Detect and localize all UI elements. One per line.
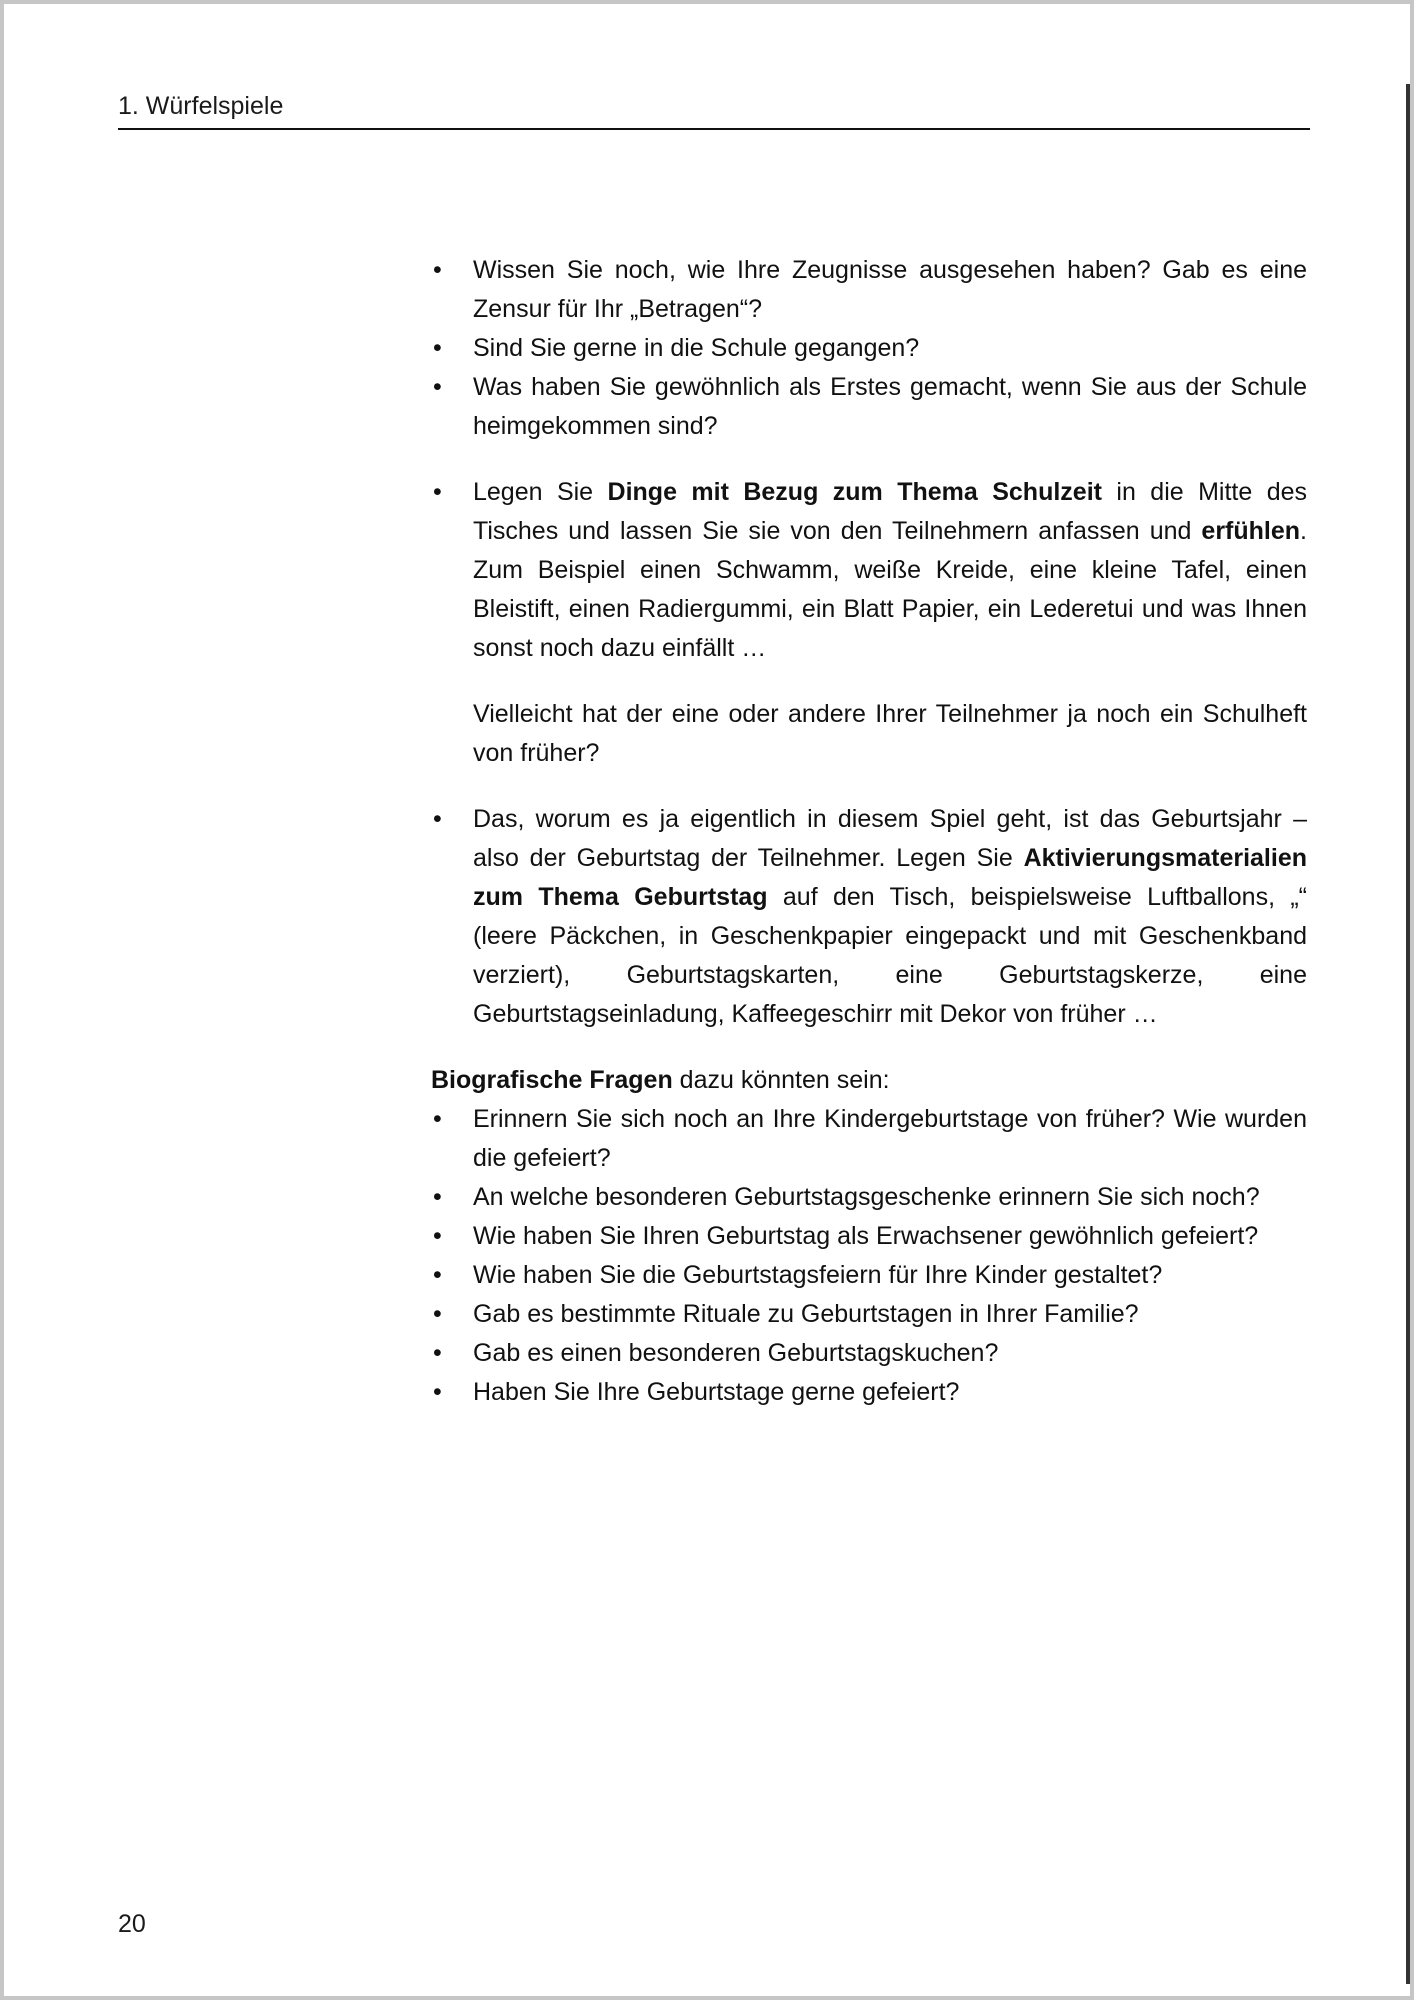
bold-run: Dinge mit Bezug zum Thema Schulzeit: [607, 478, 1102, 506]
text-run: in die Mitte des Tisches und lassen Sie sie von den Teilnehmern anfassen und: [473, 478, 1308, 545]
text-run: Das, worum es ja eigentlich in diesem Spiel geht, ist das Geburtsjahr – also der Geburtstag der Teilnehmer. Legen Sie: [473, 805, 1307, 872]
page-number: 20: [118, 1910, 146, 1938]
school-objects-list: [431, 473, 1307, 668]
list-item: • Erinnern Sie sich noch an Ihre Kindergeburtstage von früher? Wie wurden die gefeiert?: [431, 1100, 1307, 1178]
bold-run: Aktivierungsmaterialien zum Thema Geburtstag: [473, 844, 1307, 911]
questions-intro: [431, 1061, 1307, 1100]
page-edge-shadow: [1406, 84, 1410, 1984]
list-item: • An welche besonderen Geburtstagsgeschenke erinnern Sie sich noch?: [431, 1178, 1307, 1217]
spacer: [431, 1034, 1307, 1061]
birthday-questions-list: [431, 1100, 1307, 1412]
list-item: • Gab es einen besonderen Geburtstagskuchen?: [431, 1334, 1307, 1373]
notebook-paragraph: Vielleicht hat der eine oder andere Ihrer Teilnehmer ja noch ein Schulheft von früher?: [473, 700, 1307, 767]
list-item: • Gab es bestimmte Rituale zu Geburtstagen in Ihrer Familie?: [431, 1295, 1307, 1334]
spacer: [431, 668, 1307, 695]
chapter-header: 1. Würfelspiele: [118, 92, 284, 120]
birthday-objects-list: [431, 800, 1307, 1034]
school-questions-list: [431, 251, 1307, 446]
text-run: Legen Sie: [473, 478, 608, 506]
list-item: • Wissen Sie noch, wie Ihre Zeugnisse ausgesehen haben? Gab es eine Zensur für Ihr „Betragen“?: [431, 251, 1307, 329]
list-item: • Sind Sie gerne in die Schule gegangen?: [431, 329, 1307, 368]
list-item-birthday-objects: [431, 800, 1307, 1034]
list-item: • Was haben Sie gewöhnlich als Erstes gemacht, wenn Sie aus der Schule heimgekommen sind?: [431, 368, 1307, 446]
text-run: auf den Tisch, beispielsweise Luftballons, „“ (leere Päckchen, in Geschenkpapier eingepackt und mit Geschenkband verziert), Geburtstagskarten, eine Geburtstagskerze, eine Geburtstagseinladung, Kaffeegeschirr mit Dekor von früher …: [473, 883, 1307, 1028]
spacer: [431, 773, 1307, 800]
bold-run: Biografische Fragen: [431, 1066, 673, 1094]
bold-run: erfühlen: [1201, 517, 1301, 545]
list-item: • Wie haben Sie die Geburtstagsfeiern für Ihre Kinder gestaltet?: [431, 1256, 1307, 1295]
text-run: dazu könnten sein:: [672, 1066, 890, 1094]
list-item: • Wie haben Sie Ihren Geburtstag als Erwachsener gewöhnlich gefeiert?: [431, 1217, 1307, 1256]
list-item: • Haben Sie Ihre Geburtstage gerne gefeiert?: [431, 1373, 1307, 1412]
header-rule: [118, 128, 1310, 130]
text-run: . Zum Beispiel einen Schwamm, weiße Kreide, eine kleine Tafel, einen Bleistift, einen Radiergummi, ein Blatt Papier, ein Lederetui und was Ihnen sonst noch dazu einfällt …: [473, 517, 1307, 662]
main-content: [431, 251, 1307, 1412]
spacer: [431, 446, 1307, 473]
list-item-school-objects: [431, 473, 1307, 668]
